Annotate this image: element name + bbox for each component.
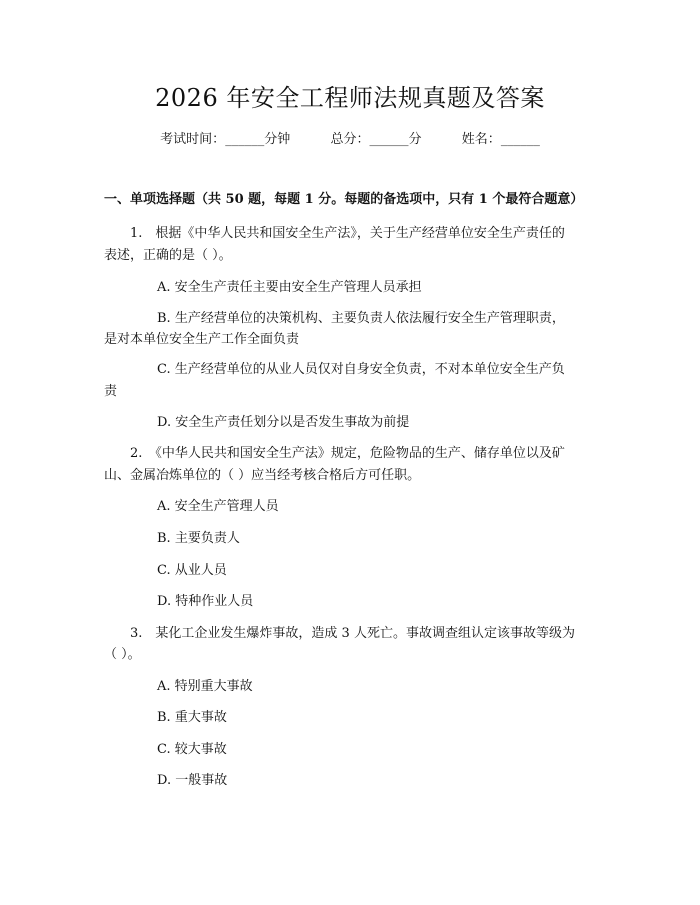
document-title: 2026 年安全工程师法规真题及答案	[155, 84, 545, 112]
exam-info-line	[0, 130, 700, 150]
question-2-option-a: A. 安全生产管理人员	[157, 499, 279, 514]
total-score-blank: ______	[369, 132, 409, 147]
question-2-option-d: D. 特种作业人员	[157, 594, 254, 609]
name-blank: ______	[500, 132, 540, 147]
total-score-label: 总分：	[330, 132, 370, 147]
question-1-option-b-line2: 是对本单位安全生产工作全面负责	[104, 332, 300, 347]
exam-time-label: 考试时间：	[160, 132, 226, 147]
question-3-stem-line1: 3. 某化工企业发生爆炸事故，造成 3 人死亡。事故调查组认定该事故等级为	[130, 626, 575, 641]
question-1-option-b-line1: B. 生产经营单位的决策机构、主要负责人依法履行安全生产管理职责，	[157, 311, 565, 326]
question-2-option-c: C. 从业人员	[157, 563, 227, 578]
question-1-option-c-line1: C. 生产经营单位的从业人员仅对自身安全负责，不对本单位安全生产负	[157, 362, 565, 377]
name-label: 姓名：	[461, 132, 501, 147]
question-1-option-a: A. 安全生产责任主要由安全生产管理人员承担	[157, 280, 422, 295]
section-heading: 一、单项选择题（共 50 题，每题 1 分。每题的备选项中，只有 1 个最符合题意）	[104, 192, 584, 207]
question-2-stem-line2: 山、金属冶炼单位的（ ）应当经考核合格后方可任职。	[104, 468, 421, 483]
question-1-option-c-line2: 责	[104, 384, 118, 399]
question-2-option-b: B. 主要负责人	[157, 531, 240, 546]
question-3-option-d: D. 一般事故	[157, 773, 228, 788]
question-1-stem-line2: 表述，正确的是（ ）。	[104, 248, 232, 263]
question-3-option-c: C. 较大事故	[157, 742, 227, 757]
question-2-stem-line1: 2. 《中华人民共和国安全生产法》规定，危险物品的生产、储存单位以及矿	[130, 446, 565, 461]
question-1-option-d: D. 安全生产责任划分以是否发生事故为前提	[157, 415, 410, 430]
total-score-unit: 分	[408, 132, 422, 147]
question-3-stem-line2: （ ）。	[104, 647, 141, 662]
question-3-option-a: A. 特别重大事故	[157, 679, 253, 694]
question-1-stem-line1: 1. 根据《中华人民共和国安全生产法》，关于生产经营单位安全生产责任的	[130, 226, 565, 241]
exam-time-blank: ______	[225, 132, 265, 147]
exam-time-unit: 分钟	[264, 132, 291, 147]
question-3-option-b: B. 重大事故	[157, 710, 227, 725]
